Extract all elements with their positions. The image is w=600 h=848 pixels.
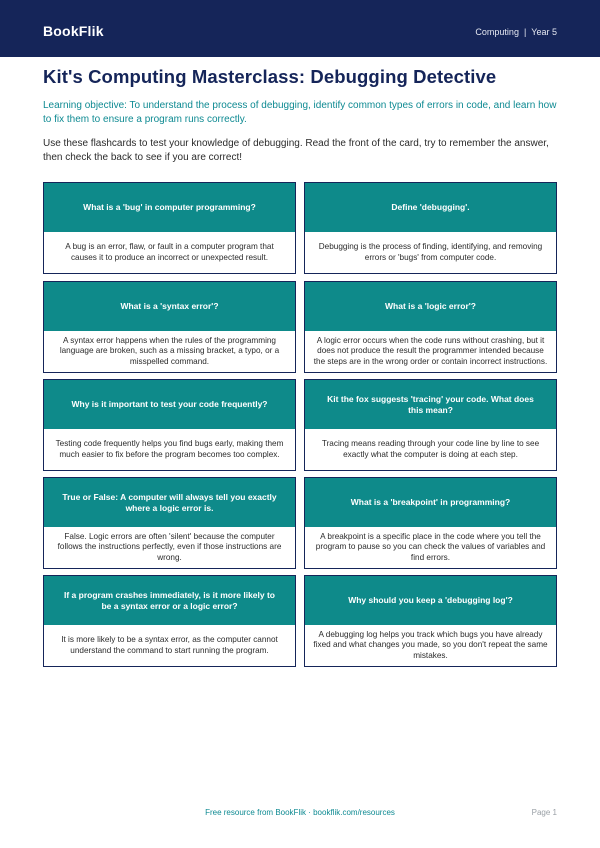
flashcard[interactable] — [43, 477, 296, 569]
year-label: Year 5 — [531, 27, 557, 37]
meta-separator: | — [523, 27, 527, 37]
flashcard-question: Why should you keep a 'debugging log'? — [305, 576, 556, 625]
flashcard[interactable] — [43, 379, 296, 471]
flashcard-answer: A debugging log helps you track which bugs you have already fixed and what changes you made, so you don't repeat the same mistakes. — [313, 629, 548, 660]
flashcard-question: True or False: A computer will always tell you exactly where a logic error is. — [44, 478, 295, 527]
flashcard-question: What is a 'breakpoint' in programming? — [305, 478, 556, 527]
flashcard-question: What is a 'syntax error'? — [44, 282, 295, 331]
flashcard-answer: False. Logic errors are often 'silent' because the computer follows the instructions perfectly, even if those instructions are wrong. — [57, 531, 282, 562]
learning-objective: Learning objective: To understand the process of debugging, identify common types of errors in code, and learn how to fix them to ensure a program runs correctly. — [43, 100, 557, 125]
flashcard-answer: Testing code frequently helps you find bugs early, making them much easier to fix before the program becomes too complex. — [55, 439, 284, 459]
flashcard-question: What is a 'logic error'? — [305, 282, 556, 331]
flashcard[interactable] — [304, 477, 557, 569]
flashcard-question: If a program crashes immediately, is it more likely to be a syntax error or a logic error? — [44, 576, 295, 625]
intro-text: Use these flashcards to test your knowledge of debugging. Read the front of the card, try to remember the answer, then check the back to see if you are correct! — [43, 138, 549, 163]
subject-year-label — [475, 27, 557, 37]
flashcard-question: Why is it important to test your code frequently? — [44, 380, 295, 429]
flashcard-answer: Debugging is the process of finding, identifying, and removing errors or 'bugs' from computer code. — [318, 242, 543, 262]
subject-label: Computing — [475, 27, 519, 37]
header-bar — [0, 0, 600, 57]
flashcard[interactable] — [304, 182, 557, 274]
flashcard-question: What is a 'bug' in computer programming? — [44, 183, 295, 232]
flashcard-question: Define 'debugging'. — [305, 183, 556, 232]
brand-logo-text[interactable]: BookFlik — [43, 23, 104, 39]
page-title: Kit's Computing Masterclass: Debugging Detective — [43, 66, 497, 87]
flashcard[interactable] — [304, 281, 557, 373]
footer-credit[interactable]: Free resource from BookFlik · bookflik.com/resources — [205, 808, 395, 817]
flashcard-answer: A breakpoint is a specific place in the code where you tell the program to pause so you can check the values of variables and find errors. — [315, 531, 546, 562]
page-number: Page 1 — [531, 808, 557, 817]
flashcard[interactable] — [43, 281, 296, 373]
flashcard-answer: It is more likely to be a syntax error, as the computer cannot understand the command to start running the program. — [61, 635, 278, 655]
flashcard[interactable] — [43, 575, 296, 667]
flashcard[interactable] — [304, 575, 557, 667]
flashcard-answer: A logic error occurs when the code runs without crashing, but it does not produce the result the programmer intended because the steps are in the wrong order or contain incorrect instructions. — [313, 335, 548, 366]
flashcard-answer: A syntax error happens when the rules of the programming language are broken, such as a missing bracket, a typo, or a misspelled command. — [59, 335, 280, 366]
flashcard[interactable] — [43, 182, 296, 274]
flashcard-answer: Tracing means reading through your code line by line to see exactly what the computer is doing at each step. — [321, 439, 540, 459]
flashcard-question: Kit the fox suggests 'tracing' your code. What does this mean? — [305, 380, 556, 429]
flashcard-answer: A bug is an error, flaw, or fault in a computer program that causes it to produce an incorrect or unexpected result. — [65, 242, 274, 262]
flashcard[interactable] — [304, 379, 557, 471]
